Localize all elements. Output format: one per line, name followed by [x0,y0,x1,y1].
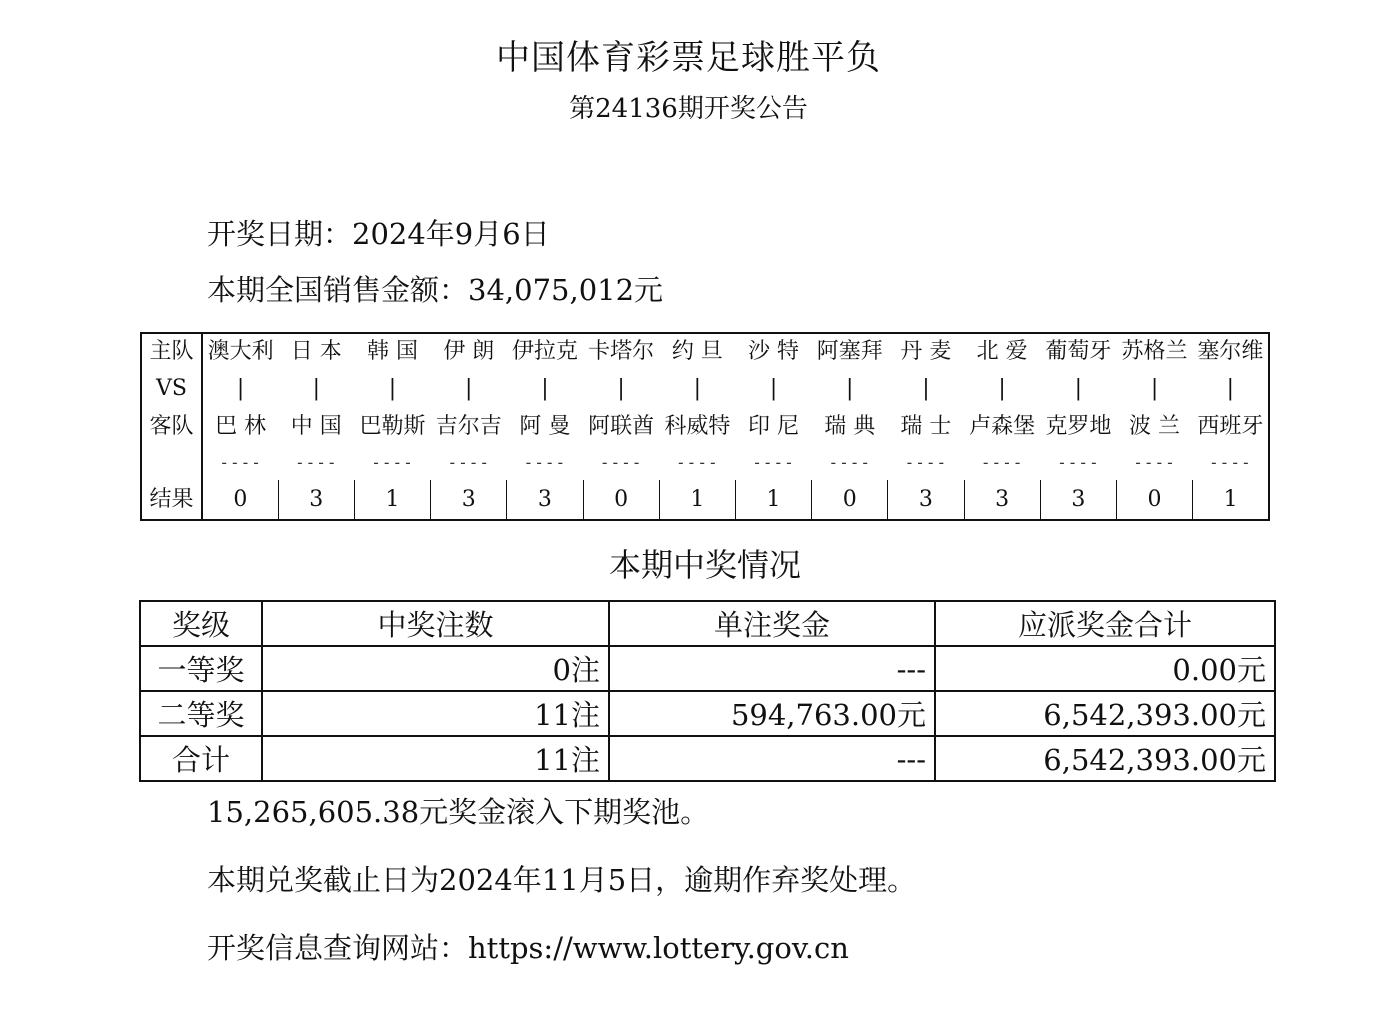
home-team: 卡塔尔 [588,339,655,364]
rollover-note: 15,265,605.38元奖金滚入下期奖池。 [207,795,710,829]
prize-row-total [140,736,1275,781]
separator: ---- [447,453,490,472]
prize-per-bet: --- [609,646,935,691]
separator: ---- [1209,453,1252,472]
vs-mark: | [769,376,778,401]
away-team: 吉尔吉 [435,414,502,439]
vs-mark: | [1150,376,1159,401]
header-winning-count: 中奖注数 [262,601,609,646]
away-team: 西班牙 [1197,414,1264,439]
separator: ---- [828,453,871,472]
total-payout: 6,542,393.00元 [935,691,1275,736]
match-result: 3 [507,480,583,520]
separator: ---- [904,453,948,472]
vs-row-label: VS [141,370,202,408]
home-team: 北 爱 [976,339,1028,364]
away-team: 阿联酋 [588,414,655,439]
vs-mark: | [312,376,321,401]
home-team: 葡萄牙 [1045,339,1112,364]
winning-count: 0注 [262,646,609,691]
prize-per-bet: --- [609,736,935,781]
match-result: 1 [659,480,735,520]
vs-mark: | [998,376,1006,401]
away-team: 克罗地 [1045,414,1112,439]
prize-table [139,600,1276,782]
away-team: 印 尼 [748,414,800,439]
home-team: 伊 朗 [443,339,495,364]
total-payout: 6,542,393.00元 [935,736,1275,781]
home-team: 日 本 [290,339,342,364]
prize-per-bet: 594,763.00元 [609,691,935,736]
draw-date: 开奖日期：2024年9月6日 [207,217,550,251]
vs-mark: | [1074,376,1083,401]
vs-mark: | [541,376,549,401]
header-total-payout: 应派奖金合计 [935,601,1275,646]
away-team: 巴 林 [215,414,267,439]
prize-level: 二等奖 [140,691,262,736]
separator: ---- [371,453,414,472]
separator: ---- [295,453,338,472]
match-result: 1 [354,480,430,520]
national-sales: 本期全国销售金额：34,075,012元 [207,273,664,307]
vs-mark: | [388,376,397,401]
away-team: 卢森堡 [969,414,1036,439]
away-row-label: 客队 [141,408,202,446]
match-result: 1 [1193,480,1269,520]
vs-mark: | [846,376,854,401]
separator: ---- [752,453,795,472]
match-result: 0 [202,480,278,520]
match-result: 0 [1116,480,1192,520]
vs-mark: | [1226,376,1235,401]
prize-row-first [140,646,1275,691]
result-row-label: 结果 [141,480,202,520]
match-result: 3 [278,480,354,520]
header-prize-per-bet: 单注奖金 [609,601,935,646]
match-result: 0 [812,480,888,520]
home-team: 苏格兰 [1121,339,1188,364]
home-team: 沙 特 [748,339,800,364]
away-team: 巴勒斯 [359,414,426,439]
away-team: 波 兰 [1129,414,1181,439]
prize-section-title: 本期中奖情况 [608,546,801,584]
separator: ---- [219,453,262,472]
match-result: 3 [1040,480,1116,520]
separator: ---- [1133,453,1176,472]
header-prize-level: 奖级 [140,601,262,646]
separator-row [141,446,1269,480]
home-team-row [141,333,1269,370]
deadline-note: 本期兑奖截止日为2024年11月5日，逾期作弃奖处理。 [207,863,917,897]
away-team: 瑞 典 [824,414,876,439]
separator: ---- [523,453,567,472]
match-result: 1 [735,480,811,520]
prize-header-row [140,601,1275,646]
match-result: 3 [888,480,964,520]
separator: ---- [676,453,719,472]
result-row [141,480,1269,520]
issue-subtitle: 第24136期开奖公告 [569,94,808,124]
total-payout: 0.00元 [935,646,1275,691]
home-team: 韩 国 [367,339,418,364]
separator: ---- [599,453,643,472]
home-team: 阿塞拜 [816,339,883,364]
page-title: 中国体育彩票足球胜平负 [496,38,881,78]
away-team: 瑞 士 [900,414,952,439]
match-result: 0 [583,480,659,520]
away-team: 中 国 [290,414,342,439]
home-row-label: 主队 [141,333,202,370]
home-team: 塞尔维 [1197,339,1264,364]
home-team: 约 旦 [671,339,723,364]
prize-row-second [140,691,1275,736]
away-team-row [141,408,1269,446]
vs-mark: | [465,376,473,401]
match-result: 3 [431,480,507,520]
home-team: 伊拉克 [511,339,578,364]
vs-mark: | [236,376,245,401]
separator: ---- [980,453,1024,472]
vs-mark: | [617,376,625,401]
vs-mark: | [922,376,930,401]
vs-mark: | [693,376,702,401]
home-team: 丹 麦 [900,339,952,364]
home-team: 澳大利 [207,339,274,364]
prize-level: 合计 [140,736,262,781]
match-results-table [140,332,1270,521]
separator-row-label [141,446,202,480]
prize-level: 一等奖 [140,646,262,691]
winning-count: 11注 [262,736,609,781]
away-team: 阿 曼 [519,414,571,439]
winning-count: 11注 [262,691,609,736]
vs-row [141,370,1269,408]
separator: ---- [1057,453,1100,472]
match-result: 3 [964,480,1040,520]
away-team: 科威特 [664,414,731,439]
website-note: 开奖信息查询网站：https://www.lottery.gov.cn [207,931,849,965]
